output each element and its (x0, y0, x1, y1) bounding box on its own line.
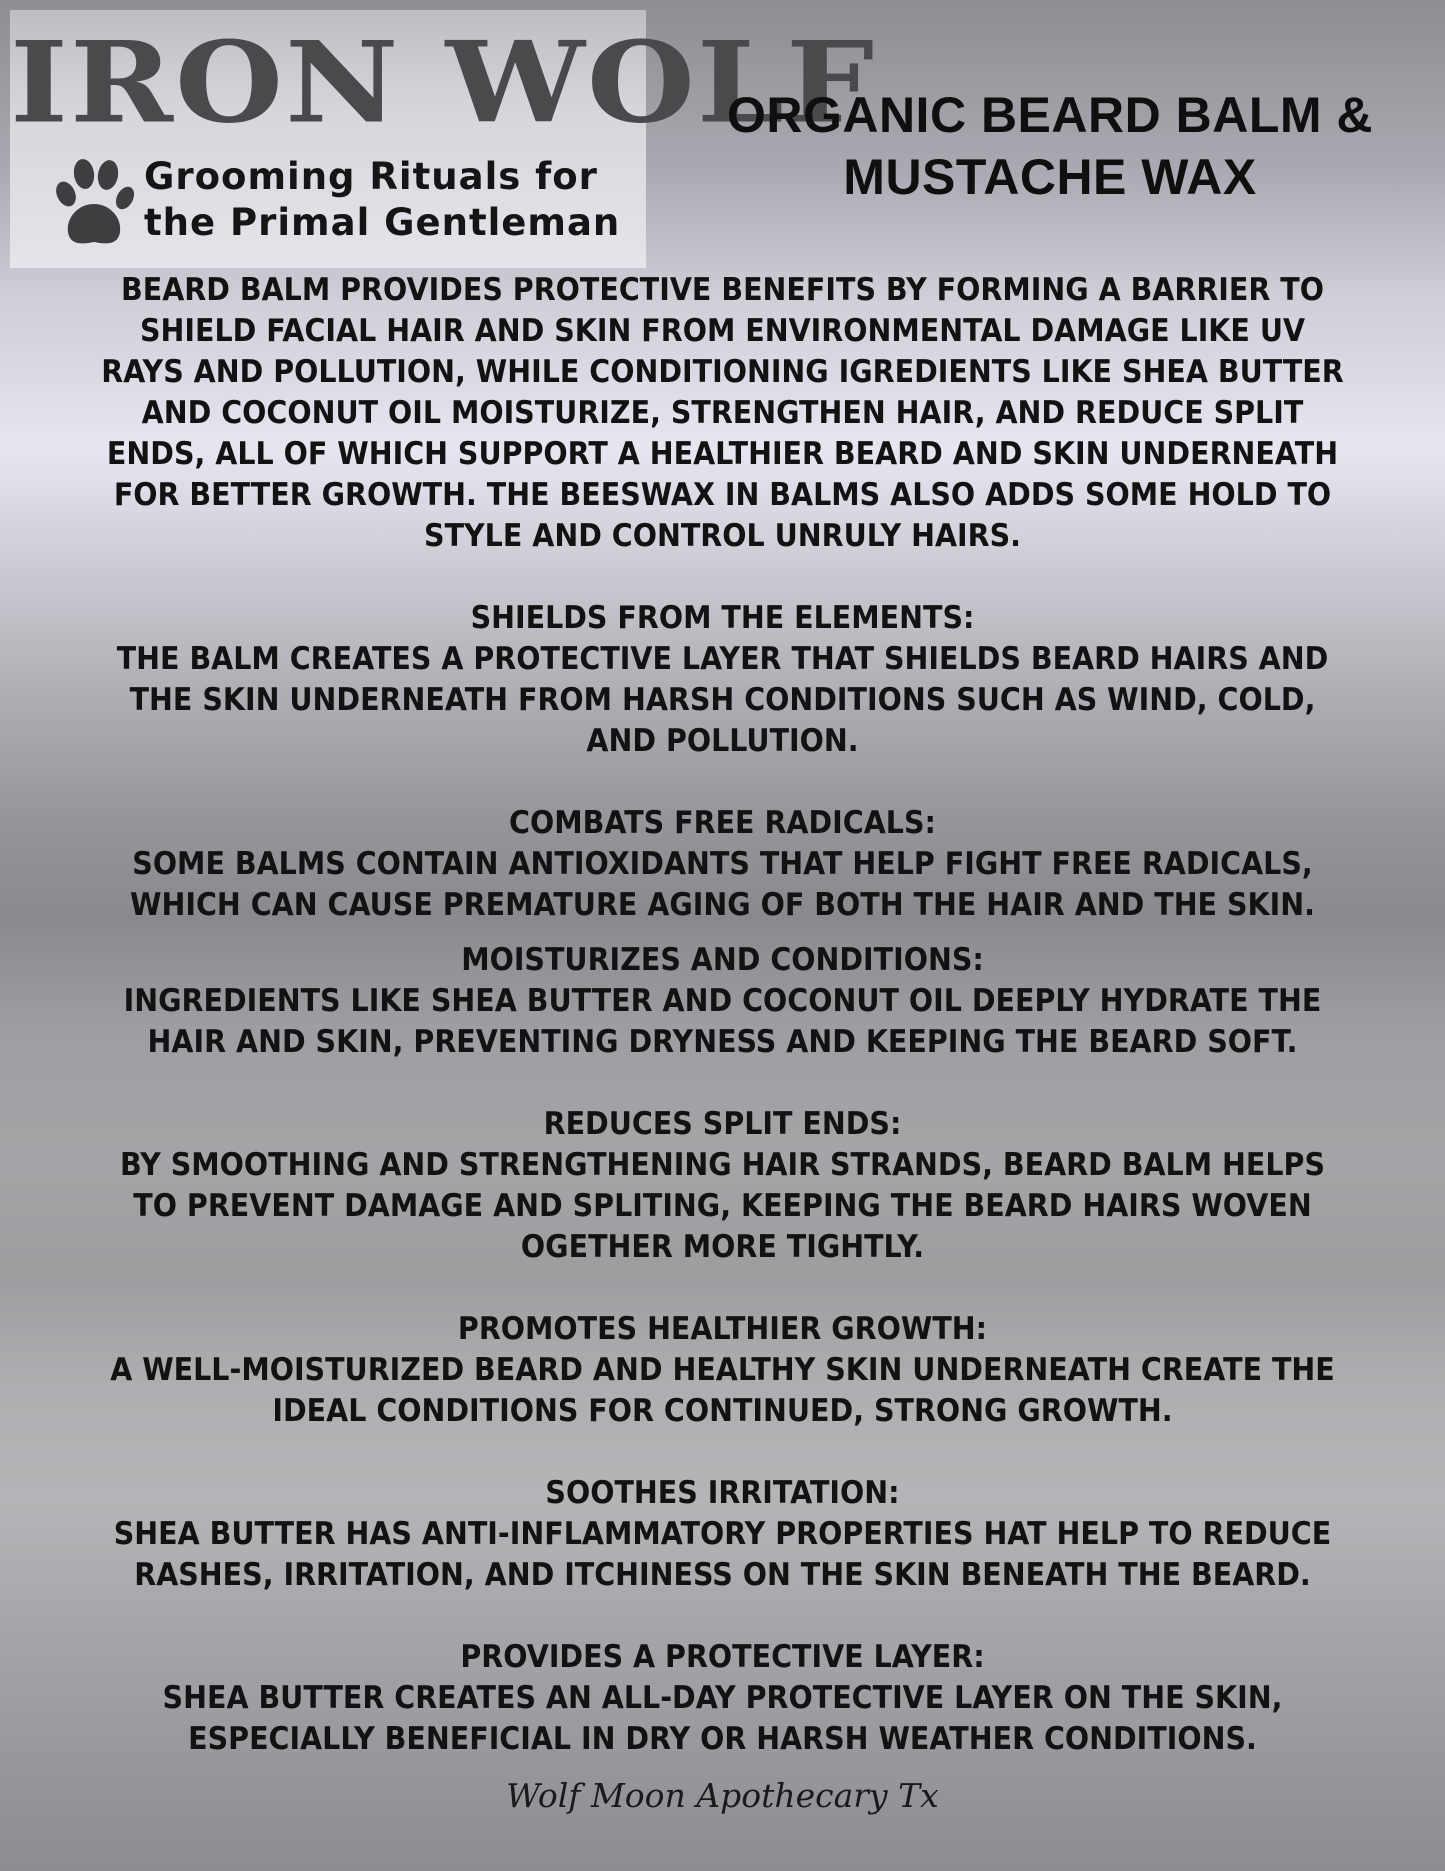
benefit-section (99, 1637, 1346, 1760)
benefit-heading: MOISTURIZES AND CONDITIONS: (461, 942, 984, 978)
benefit-text: THE BALM CREATES A PROTECTIVE LAYER THAT SHIELDS BEARD HAIRS AND THE SKIN UNDERNEATH FROM HARSH CONDITIONS SUCH AS WIND, COLD, AND POLLUTION. (116, 641, 1329, 759)
benefit-section (99, 598, 1346, 762)
benefit-section (99, 1473, 1346, 1596)
benefit-section (99, 1104, 1346, 1268)
benefit-heading: SHIELDS FROM THE ELEMENTS: (470, 600, 975, 636)
benefit-section (99, 940, 1346, 1063)
paw-print-icon (54, 156, 134, 252)
brand-logo (10, 10, 877, 268)
benefit-heading: PROVIDES A PROTECTIVE LAYER: (460, 1639, 985, 1675)
maker-signature: Wolf Moon Apothecary Tx (506, 1776, 939, 1815)
benefit-text: A WELL-MOISTURIZED BEARD AND HEALTHY SKIN UNDERNEATH CREATE THE IDEAL CONDITIONS FOR CONTINUED, STRONG GROWTH. (110, 1352, 1335, 1429)
benefit-heading: COMBATS FREE RADICALS: (509, 805, 936, 841)
product-title (690, 84, 1410, 208)
tagline-line-1: Grooming Rituals for (144, 155, 598, 198)
benefit-text: SHEA BUTTER CREATES AN ALL-DAY PROTECTIVE LAYER ON THE SKIN, ESPECIALLY BENEFICIAL IN DRY OR HARSH WEATHER CONDITIONS. (162, 1680, 1283, 1757)
brand-name: IRON WOLF (10, 18, 877, 149)
benefit-heading: PROMOTES HEALTHIER GROWTH: (457, 1311, 988, 1347)
tagline-line-2: the Primal Gentleman (144, 201, 621, 244)
brand-tagline (144, 154, 644, 246)
benefit-text: SHEA BUTTER HAS ANTI-INFLAMMATORY PROPERTIES HAT HELP TO REDUCE RASHES, IRRITATION, AND ITCHINESS ON THE SKIN BENEATH THE BEARD. (113, 1516, 1332, 1593)
intro-paragraph: BEARD BALM PROVIDES PROTECTIVE BENEFITS BY FORMING A BARRIER TO SHIELD FACIAL HAIR AND SKIN FROM ENVIRONMENTAL DAMAGE LIKE UV RAYS AND POLLUTION, WHILE CONDITIONING IGREDIENTS LIKE SHEA BUTTER AND COCONUT OIL MOISTURIZE, STRENGTHEN HAIR, AND REDUCE SPLIT ENDS, ALL OF WHICH SUPPORT A HEALTHIER BEARD AND SKIN UNDERNEATH FOR BETTER GROWTH. THE BEESWAX IN BALMS ALSO ADDS SOME HOLD TO STYLE AND CONTROL UNRULY HAIRS. (101, 272, 1344, 554)
benefit-text: INGREDIENTS LIKE SHEA BUTTER AND COCONUT OIL DEEPLY HYDRATE THE HAIR AND SKIN, PREVENTING DRYNESS AND KEEPING THE BEARD SOFT. (123, 983, 1322, 1060)
product-title-line-2: MUSTACHE WAX (843, 149, 1257, 205)
benefit-text: BY SMOOTHING AND STRENGTHENING HAIR STRANDS, BEARD BALM HELPS TO PREVENT DAMAGE AND SPLITING, KEEPING THE BEARD HAIRS WOVEN OGETHER MORE TIGHTLY. (120, 1147, 1325, 1265)
benefit-section (99, 1309, 1346, 1432)
benefit-section (99, 803, 1346, 926)
benefit-heading: SOOTHES IRRITATION: (545, 1475, 900, 1511)
description-body (99, 270, 1346, 1801)
benefit-heading: REDUCES SPLIT ENDS: (543, 1106, 902, 1142)
product-title-line-1: ORGANIC BEARD BALM & (726, 87, 1374, 143)
benefit-text: SOME BALMS CONTAIN ANTIOXIDANTS THAT HELP FIGHT FREE RADICALS, WHICH CAN CAUSE PREMATURE AGING OF BOTH THE HAIR AND THE SKIN. (130, 846, 1315, 923)
